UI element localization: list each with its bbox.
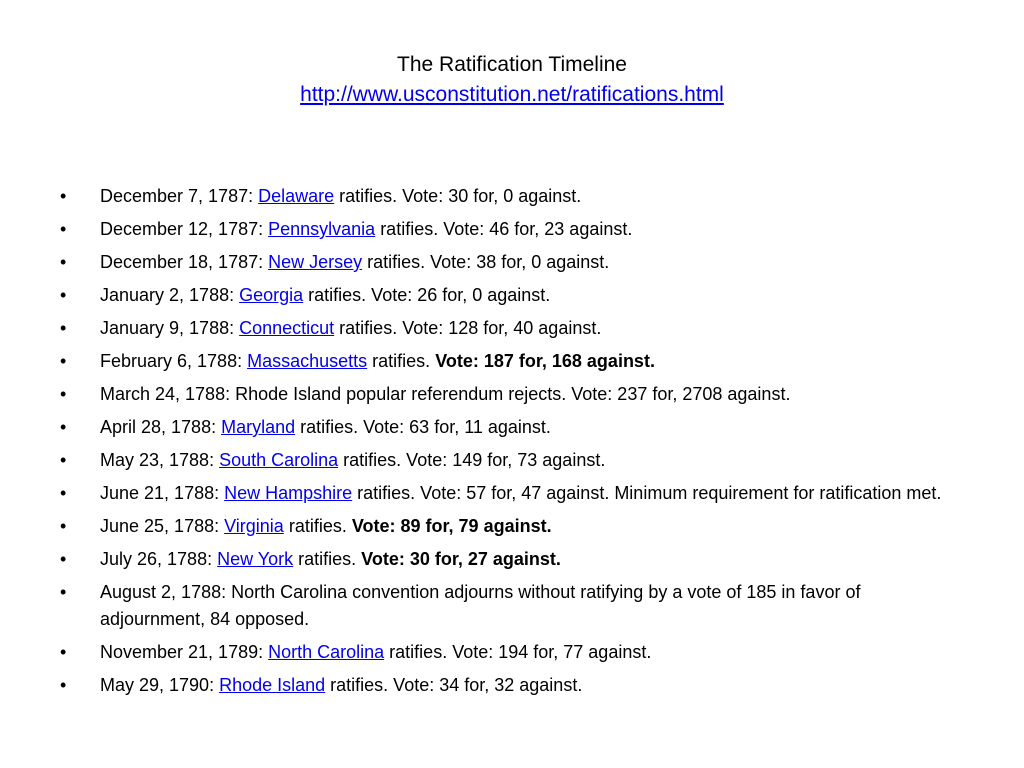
source-url-link[interactable]: http://www.usconstitution.net/ratifications.html [300,83,724,106]
state-link[interactable]: Pennsylvania [268,219,376,239]
state-link[interactable]: Georgia [239,285,304,305]
timeline-item [0,480,1024,507]
state-link[interactable]: New Hampshire [224,483,353,503]
item-date: December 7, 1787: [100,186,259,206]
timeline-item [0,381,1024,408]
item-date: June 21, 1788: [100,483,225,503]
item-date: April 28, 1788: [100,417,222,437]
bullet-icon: • [60,318,67,338]
item-text: ratifies. Vote: 26 for, 0 against. [303,285,551,305]
item-date: December 18, 1787: [100,252,269,272]
state-link[interactable]: Virginia [224,516,284,536]
item-text: ratifies. Vote: 57 for, 47 against. Minimum requirement for ratification met. [352,483,942,503]
timeline-item [0,513,1024,540]
timeline-item [0,447,1024,474]
item-text: ratifies. [283,516,352,536]
item-text: ratifies. Vote: 63 for, 11 against. [295,417,551,437]
bullet-icon: • [60,186,67,206]
state-link[interactable]: North Carolina [268,642,385,662]
bullet-icon: • [60,252,67,272]
state-link[interactable]: Rhode Island [219,675,326,695]
timeline-item [0,546,1024,573]
timeline-item [0,183,1024,210]
item-text: ratifies. Vote: 128 for, 40 against. [334,318,602,338]
item-date: January 2, 1788: [100,285,240,305]
state-link[interactable]: Connecticut [239,318,335,338]
item-date: May 29, 1790: [100,675,220,695]
bullet-icon: • [60,219,67,239]
item-date: July 26, 1788: [100,549,218,569]
page-title: The Ratification Timeline [397,53,627,76]
item-text: ratifies. [293,549,362,569]
timeline-item [0,579,1024,633]
item-date: March 24, 1788: Rhode Island popular referendum rejects. Vote: 237 for, 2708 against. [100,384,791,404]
state-link[interactable]: New York [217,549,294,569]
item-date: August 2, 1788: North Carolina convention adjourns without ratifying by a vote of 185 in favor of adjournment, 84 opposed. [100,582,861,629]
timeline-item [0,216,1024,243]
bullet-icon: • [60,675,67,695]
state-link[interactable]: South Carolina [219,450,339,470]
timeline-item [0,315,1024,342]
item-date: November 21, 1789: [100,642,269,662]
state-link[interactable]: Maryland [221,417,296,437]
item-text: ratifies. Vote: 30 for, 0 against. [334,186,582,206]
bullet-icon: • [60,417,67,437]
state-link[interactable]: New Jersey [268,252,363,272]
state-link[interactable]: Delaware [258,186,335,206]
item-date: June 25, 1788: [100,516,225,536]
bullet-icon: • [60,483,67,503]
bullet-icon: • [60,549,67,569]
source-url-line [0,80,1024,110]
item-text: ratifies. Vote: 38 for, 0 against. [362,252,610,272]
item-vote-bold: Vote: 187 for, 168 against. [435,351,655,371]
ratification-timeline-list [0,183,1024,705]
bullet-icon: • [60,642,67,662]
slide-header [0,50,1024,110]
bullet-icon: • [60,450,67,470]
item-text: ratifies. Vote: 34 for, 32 against. [325,675,583,695]
timeline-item [0,348,1024,375]
item-date: January 9, 1788: [100,318,240,338]
bullet-icon: • [60,384,67,404]
item-text: ratifies. Vote: 149 for, 73 against. [338,450,606,470]
timeline-item [0,414,1024,441]
bullet-icon: • [60,285,67,305]
item-date: May 23, 1788: [100,450,220,470]
item-vote-bold: Vote: 30 for, 27 against. [361,549,561,569]
item-vote-bold: Vote: 89 for, 79 against. [351,516,552,536]
item-text: ratifies. [367,351,436,371]
item-text: ratifies. Vote: 194 for, 77 against. [384,642,652,662]
bullet-icon: • [60,351,67,371]
bullet-icon: • [60,516,67,536]
bullet-icon: • [60,582,67,602]
item-date: December 12, 1787: [100,219,269,239]
state-link[interactable]: Massachusetts [247,351,368,371]
timeline-item [0,249,1024,276]
timeline-item [0,639,1024,666]
item-date: February 6, 1788: [100,351,248,371]
item-text: ratifies. Vote: 46 for, 23 against. [375,219,633,239]
timeline-item [0,672,1024,699]
timeline-item [0,282,1024,309]
